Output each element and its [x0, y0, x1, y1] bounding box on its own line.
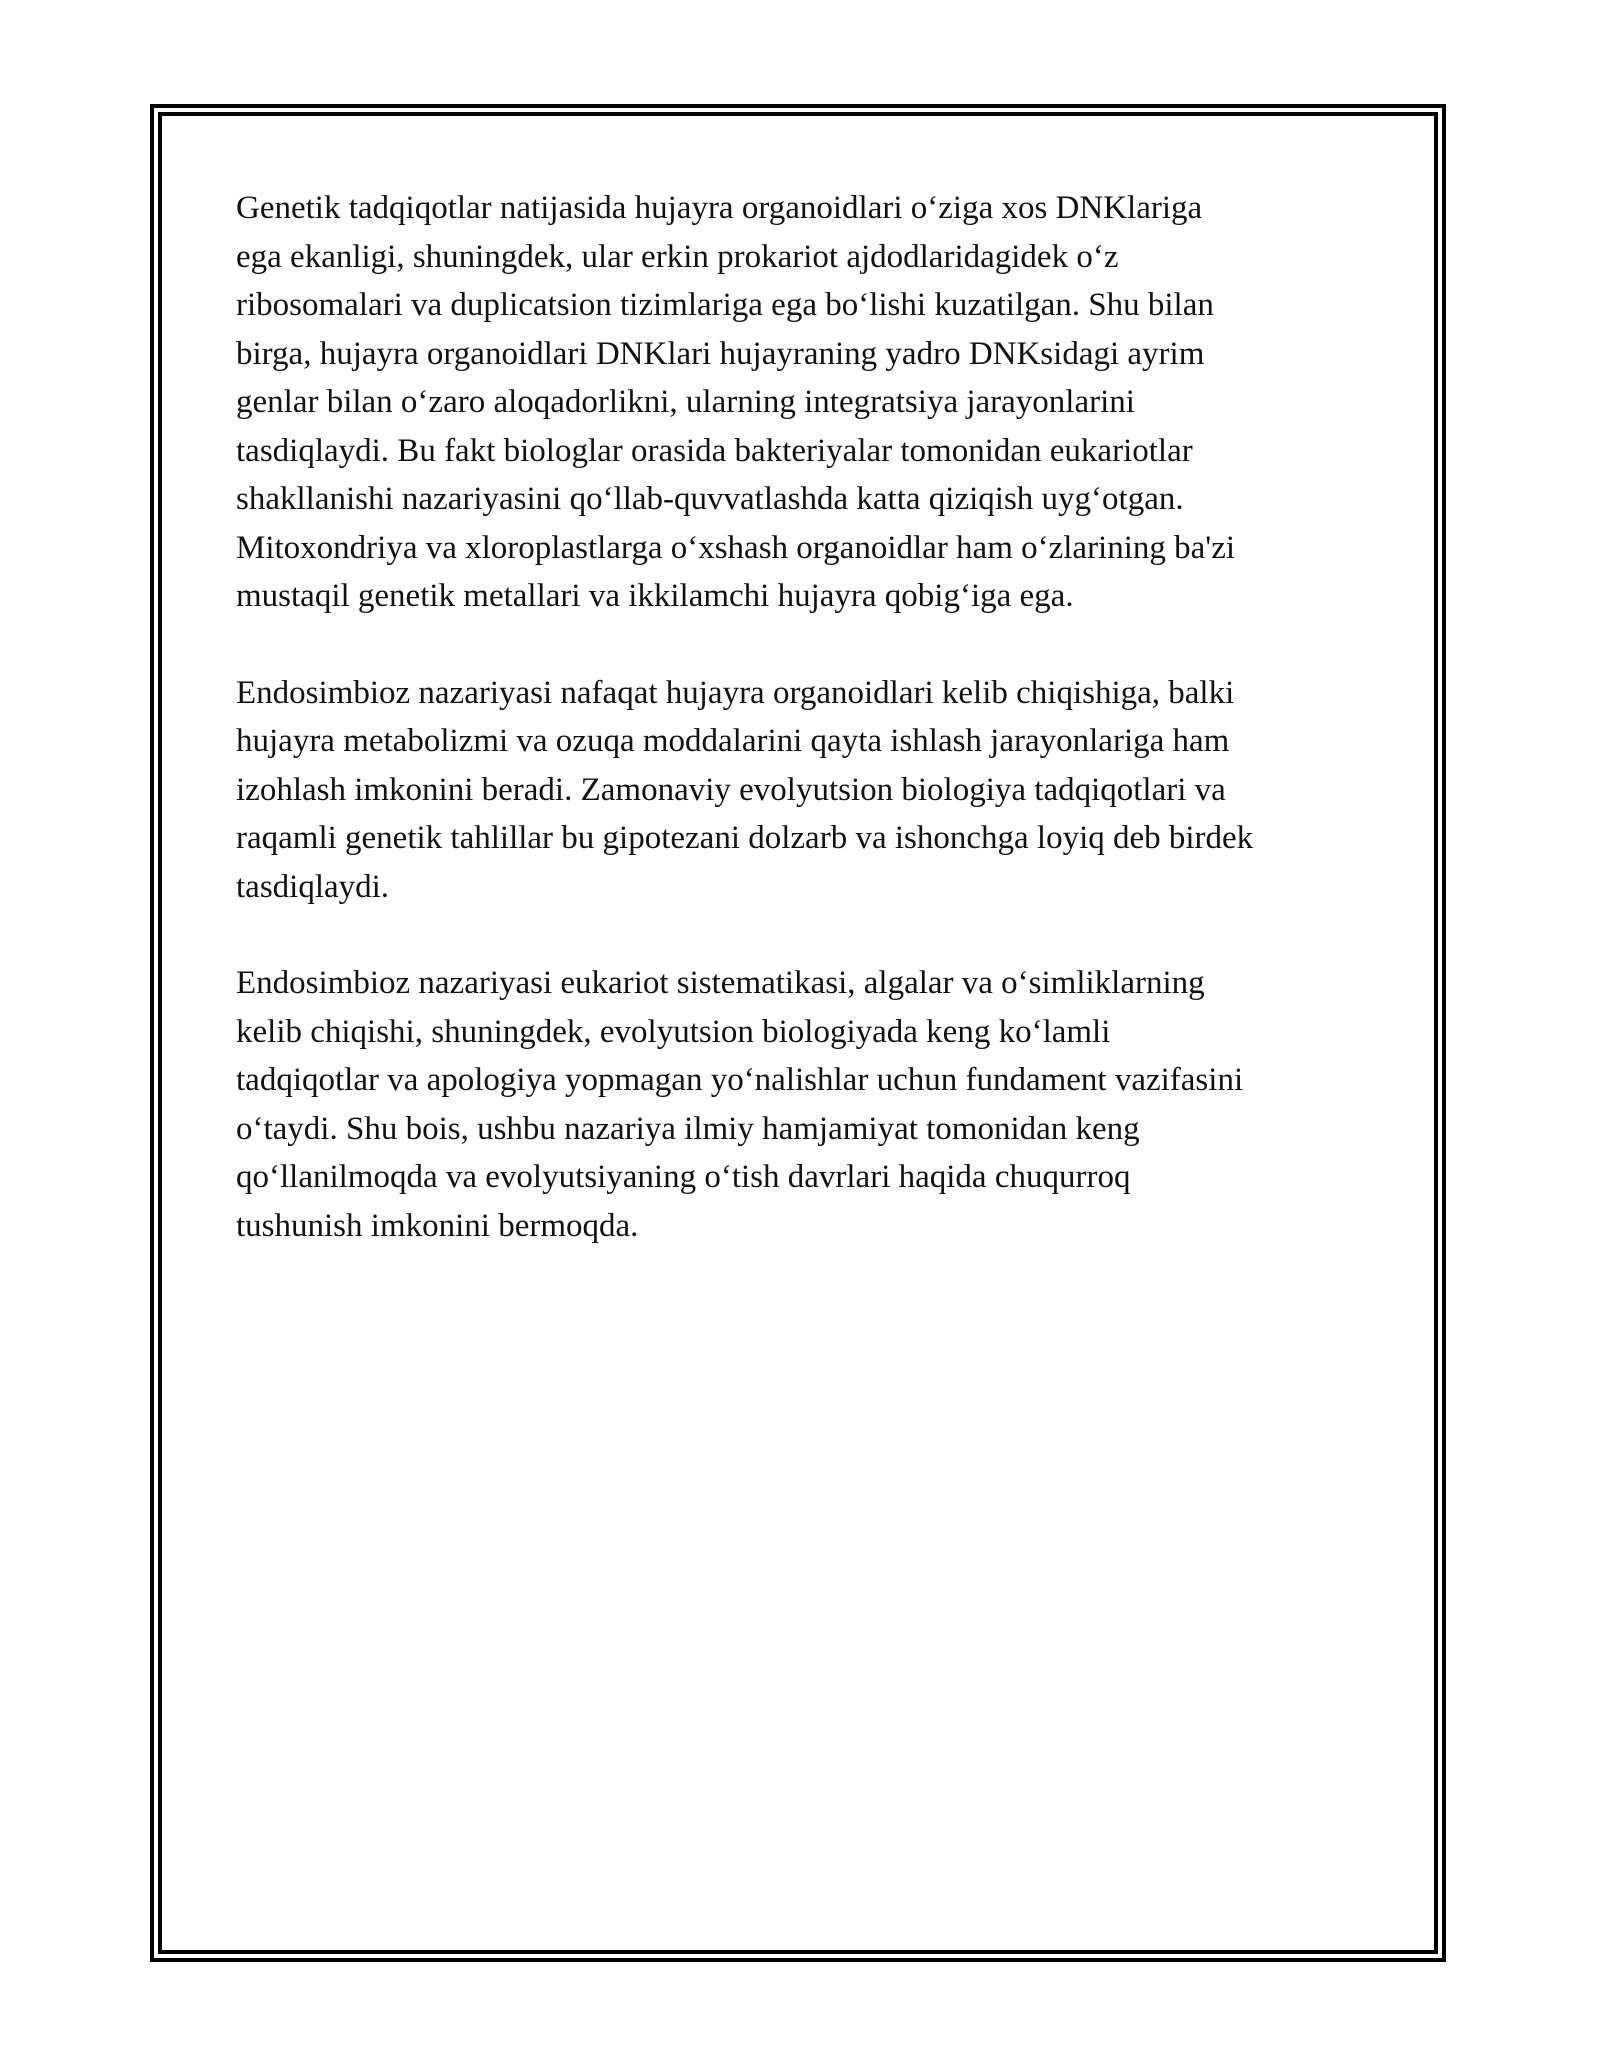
text-line: birga, hujayra organoidlari DNKlari hujayraning yadro DNKsidagi ayrim: [236, 335, 1205, 372]
text-line: shakllanishi nazariyasini qo‘llab-quvvatlashda katta qiziqish uyg‘otgan.: [236, 481, 1184, 517]
text-line: raqamli genetik tahlillar bu gipotezani dolzarb va ishonchga loyiq deb birdek: [236, 820, 1254, 856]
text-line: izohlash imkonini beradi. Zamonaviy evolyutsion biologiya tadqiqotlari va: [236, 771, 1226, 808]
paragraph-3: [236, 959, 1386, 1250]
text-line: ega ekanligi, shuningdek, ular erkin prokariot ajdodlaridagidek o‘z: [236, 238, 1119, 275]
text-line: Endosimbioz nazariyasi eukariot sistematikasi, algalar va o‘simliklarning: [236, 965, 1205, 1001]
text-line: Endosimbioz nazariyasi nafaqat hujayra organoidlari kelib chiqishiga, balki: [236, 674, 1235, 711]
document-body: [236, 184, 1386, 1298]
text-line: kelib chiqishi, shuningdek, evolyutsion biologiyada keng ko‘lamli: [236, 1013, 1111, 1050]
text-line: tadqiqotlar va apologiya yopmagan yo‘nalishlar uchun fundament vazifasini: [236, 1062, 1244, 1098]
text-line: mustaqil genetik metallari va ikkilamchi hujayra qobig‘iga ega.: [236, 578, 1074, 614]
text-line: qo‘llanilmoqda va evolyutsiyaning o‘tish davrlari haqida chuqurroq: [236, 1159, 1131, 1195]
text-line: o‘taydi. Shu bois, ushbu nazariya ilmiy hamjamiyat tomonidan keng: [236, 1110, 1140, 1147]
text-line: tasdiqlaydi.: [236, 868, 390, 905]
text-line: tushunish imkonini bermoqda.: [236, 1207, 639, 1244]
text-line: hujayra metabolizmi va ozuqa moddalarini qayta ishlash jarayonlariga ham: [236, 723, 1230, 759]
text-line: genlar bilan o‘zaro aloqadorlikni, ularning integratsiya jarayonlarini: [236, 384, 1135, 420]
text-line: tasdiqlaydi. Bu fakt biologlar orasida bakteriyalar tomonidan eukariotlar: [236, 432, 1193, 469]
paragraph-1: [236, 184, 1386, 621]
text-line: Mitoxondriya va xloroplastlarga o‘xshash organoidlar ham o‘zlarining ba'zi: [236, 529, 1236, 566]
text-line: ribosomalari va duplicatsion tizimlariga ega bo‘lishi kuzatilgan. Shu bilan: [236, 287, 1214, 323]
paragraph-2: [236, 669, 1386, 912]
text-line: Genetik tadqiqotlar natijasida hujayra organoidlari o‘ziga xos DNKlariga: [236, 190, 1203, 226]
